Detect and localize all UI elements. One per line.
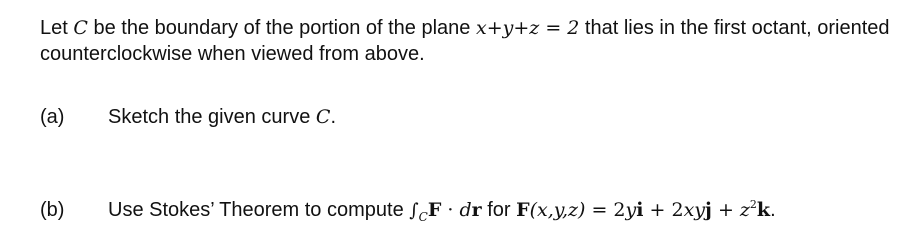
- part-a-label: (a): [40, 106, 65, 128]
- unit-i: i: [636, 199, 644, 221]
- differential-d: d: [459, 199, 472, 221]
- part-b-end: .: [770, 199, 776, 221]
- vector-field-F-def: F: [516, 199, 530, 221]
- field-arguments: (x,y,z): [529, 199, 586, 221]
- unit-j: j: [705, 199, 712, 221]
- part-a-text: Sketch the given curve: [108, 106, 316, 128]
- problem-intro: [40, 15, 890, 67]
- curve-symbol: C: [73, 17, 88, 39]
- vector-r: r: [471, 199, 482, 221]
- integral-sign: ∫: [409, 200, 419, 221]
- xy-var: xy: [683, 199, 706, 221]
- intro-text-1: Let: [40, 17, 74, 39]
- part-b: [40, 197, 776, 226]
- part-b-text: Use Stokes’ Theorem to compute: [108, 199, 410, 221]
- plus-2: + 2: [643, 199, 684, 221]
- y-var: y: [625, 199, 637, 221]
- part-a: [40, 104, 336, 130]
- part-a-end: .: [330, 106, 336, 128]
- intro-text-3: that lies in the first octant, oriented counterclockwise when viewed from above.: [40, 17, 890, 65]
- for-text: for: [481, 199, 517, 221]
- part-a-curve: C: [315, 106, 331, 128]
- equals-2: = 2: [585, 199, 626, 221]
- integral-subscript: C: [418, 210, 428, 224]
- plane-equation: x+y+z = 2: [475, 17, 580, 39]
- unit-k: k: [756, 199, 771, 221]
- vector-field-F: F: [427, 199, 442, 221]
- z-var: z: [739, 199, 750, 221]
- part-b-label: (b): [40, 199, 65, 221]
- dot-operator: ·: [441, 199, 460, 221]
- z-exponent: 2: [749, 198, 757, 211]
- intro-text-2: be the boundary of the portion of the plane: [87, 17, 476, 39]
- plus-sign: +: [711, 199, 740, 221]
